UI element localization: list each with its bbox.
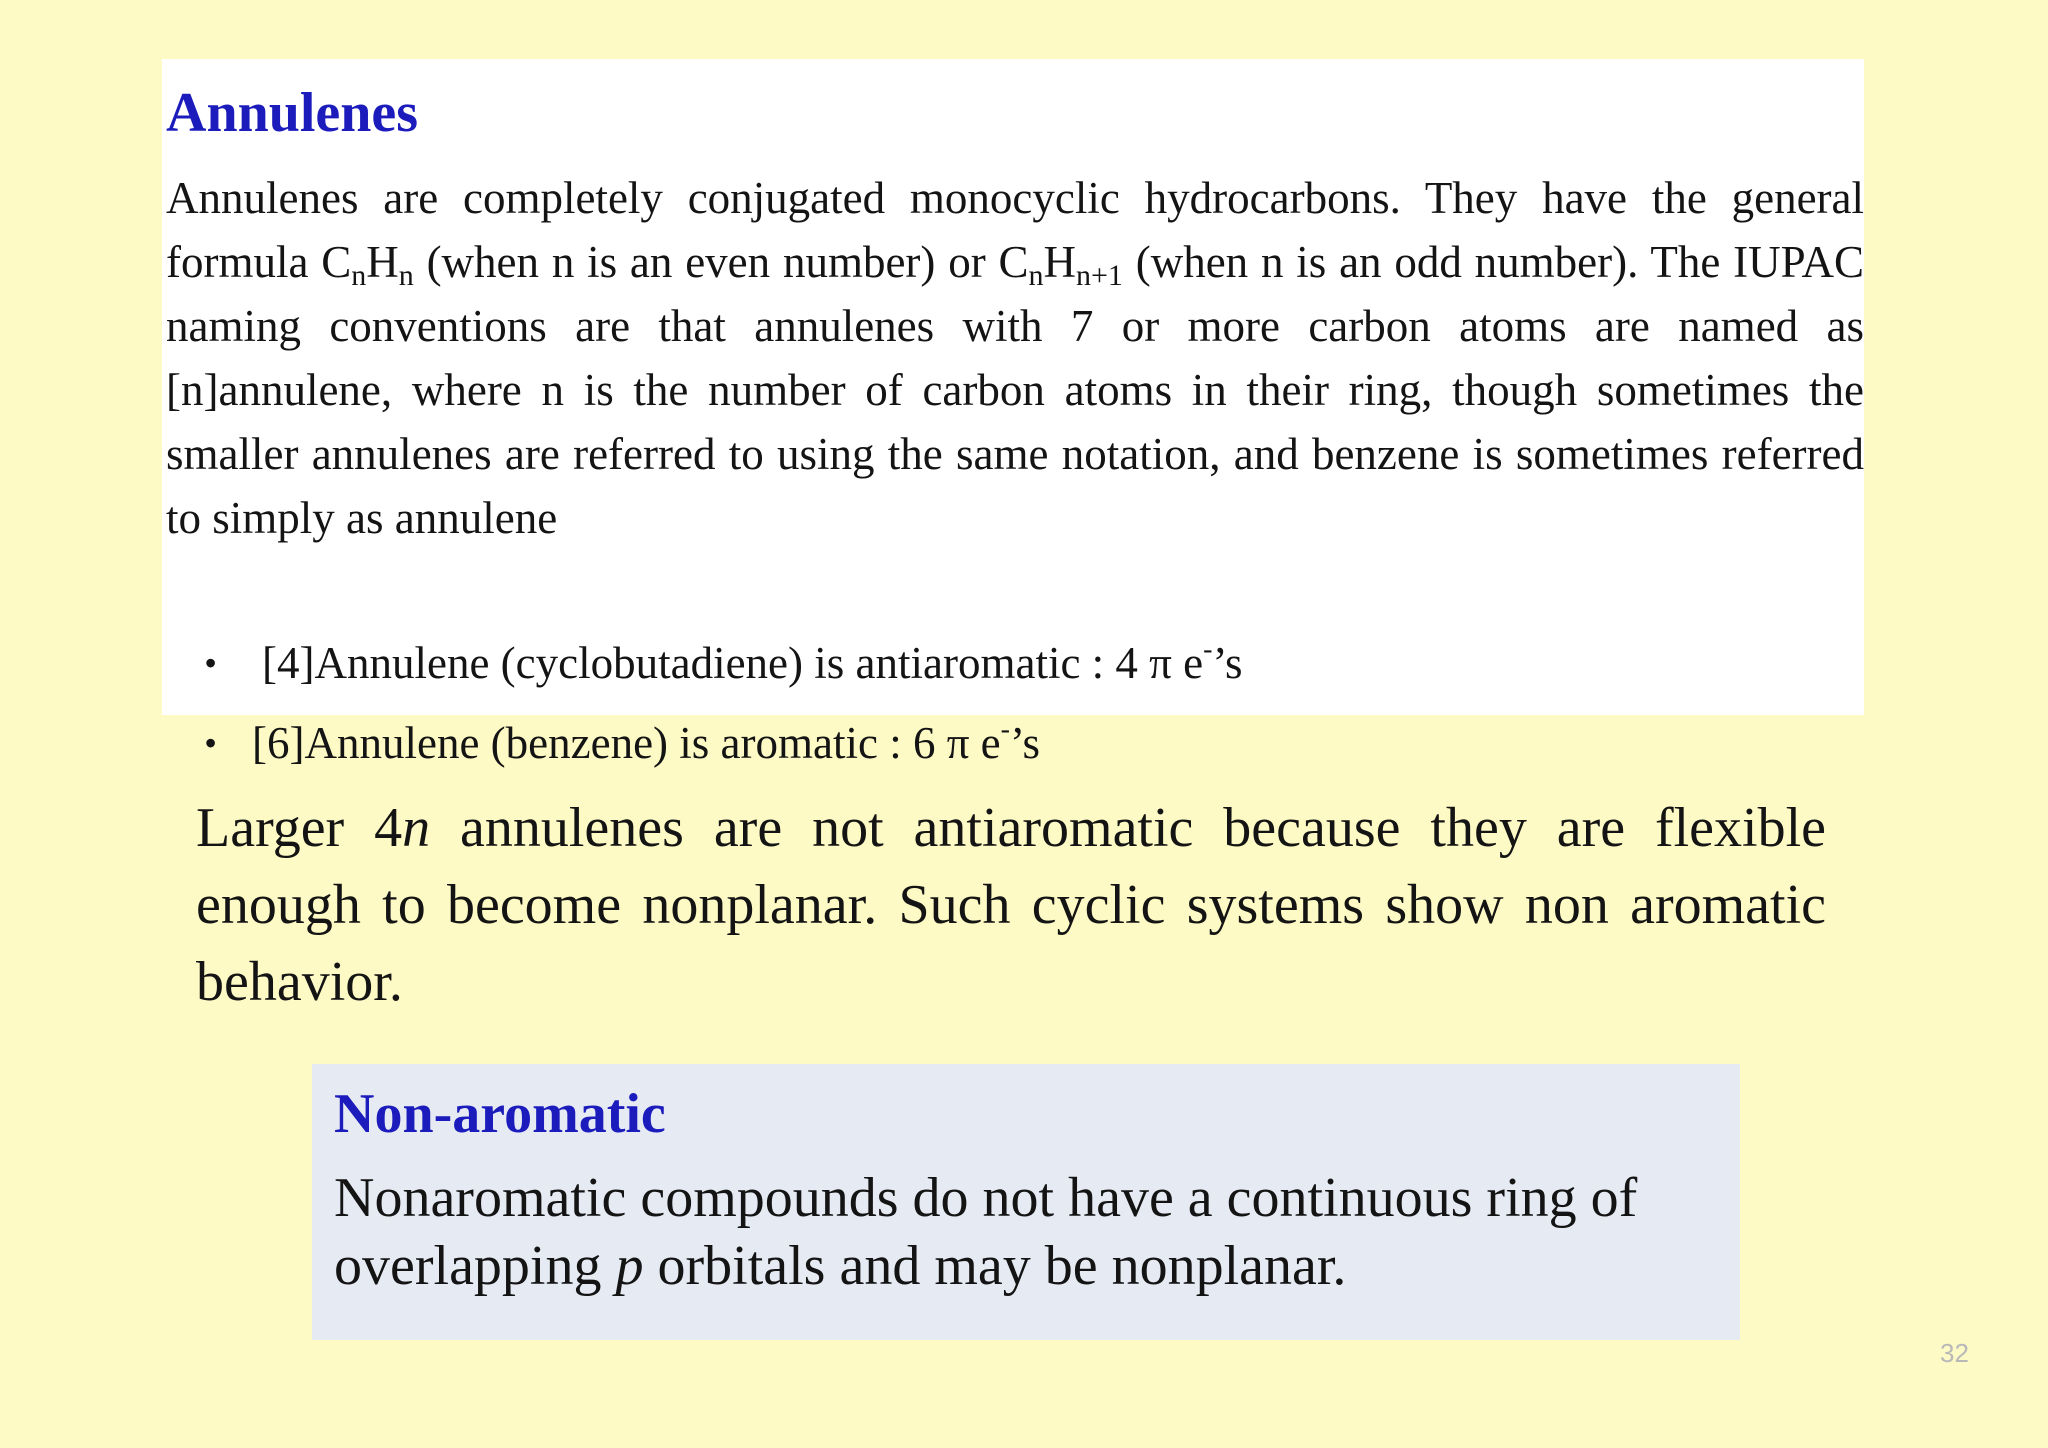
- para-sub-4: n+1: [1076, 259, 1123, 292]
- bullet-sup: -: [1203, 634, 1213, 665]
- page-number: 32: [1940, 1338, 1969, 1368]
- bullet-tail: ’s: [1009, 718, 1040, 768]
- middle-paragraph: [196, 790, 1826, 1021]
- annulenes-box: [162, 59, 1864, 768]
- para-sub-3: n: [1028, 259, 1044, 292]
- middle-italic-n: n: [402, 797, 431, 859]
- bullet-text: [262, 634, 1243, 688]
- annulenes-paragraph: [166, 166, 1864, 550]
- nonaromatic-italic-p: p: [615, 1235, 644, 1297]
- para-sub-2: n: [398, 259, 414, 292]
- nonaromatic-paragraph: [334, 1164, 1637, 1300]
- bullet-marker: •: [205, 725, 217, 761]
- para-text-1: Annulenes are completely conjugated monocyclic hydrocarbons. They have the general formula C: [166, 173, 1864, 287]
- middle-text-2: annulenes are not antiaromatic because they are flexible enough to become nonplanar. Such cyclic systems show non aromatic behavior.: [196, 797, 1826, 1013]
- middle-text-1: Larger 4: [196, 797, 403, 859]
- nonaromatic-text-3: orbitals and may be nonplanar.: [643, 1235, 1347, 1297]
- bullet-marker: •: [205, 645, 217, 681]
- para-text-4: H: [1043, 237, 1076, 287]
- nonaromatic-box: [312, 1064, 1740, 1340]
- bullet-main: [6]Annulene (benzene) is aromatic : 6 π e: [252, 718, 1001, 768]
- nonaromatic-heading: Non-aromatic: [334, 1083, 666, 1145]
- para-text-5: (when n is an odd number). The IUPAC naming conventions are that annulenes with 7 or more carbon atoms are named as [n]annulene, where n is the number of carbon atoms in their ring, though sometimes the smaller annulenes are referred to using the same notation, and benzene is sometimes referred to simply as annulene: [166, 237, 1864, 543]
- bullet-sup: -: [1000, 714, 1010, 745]
- bullet-main: [4]Annulene (cyclobutadiene) is antiaromatic : 4 π e: [262, 638, 1204, 688]
- annulenes-heading: Annulenes: [166, 82, 419, 144]
- nonaromatic-line-1: Nonaromatic compounds do not have a continuous ring of: [334, 1167, 1638, 1229]
- para-text-2: H: [366, 237, 399, 287]
- nonaromatic-text-2: overlapping: [334, 1235, 616, 1297]
- bullet-tail: ’s: [1212, 638, 1243, 688]
- bullet-text: [252, 714, 1040, 768]
- para-text-3: (when n is an even number) or C: [413, 237, 1029, 287]
- para-sub-1: n: [351, 259, 367, 292]
